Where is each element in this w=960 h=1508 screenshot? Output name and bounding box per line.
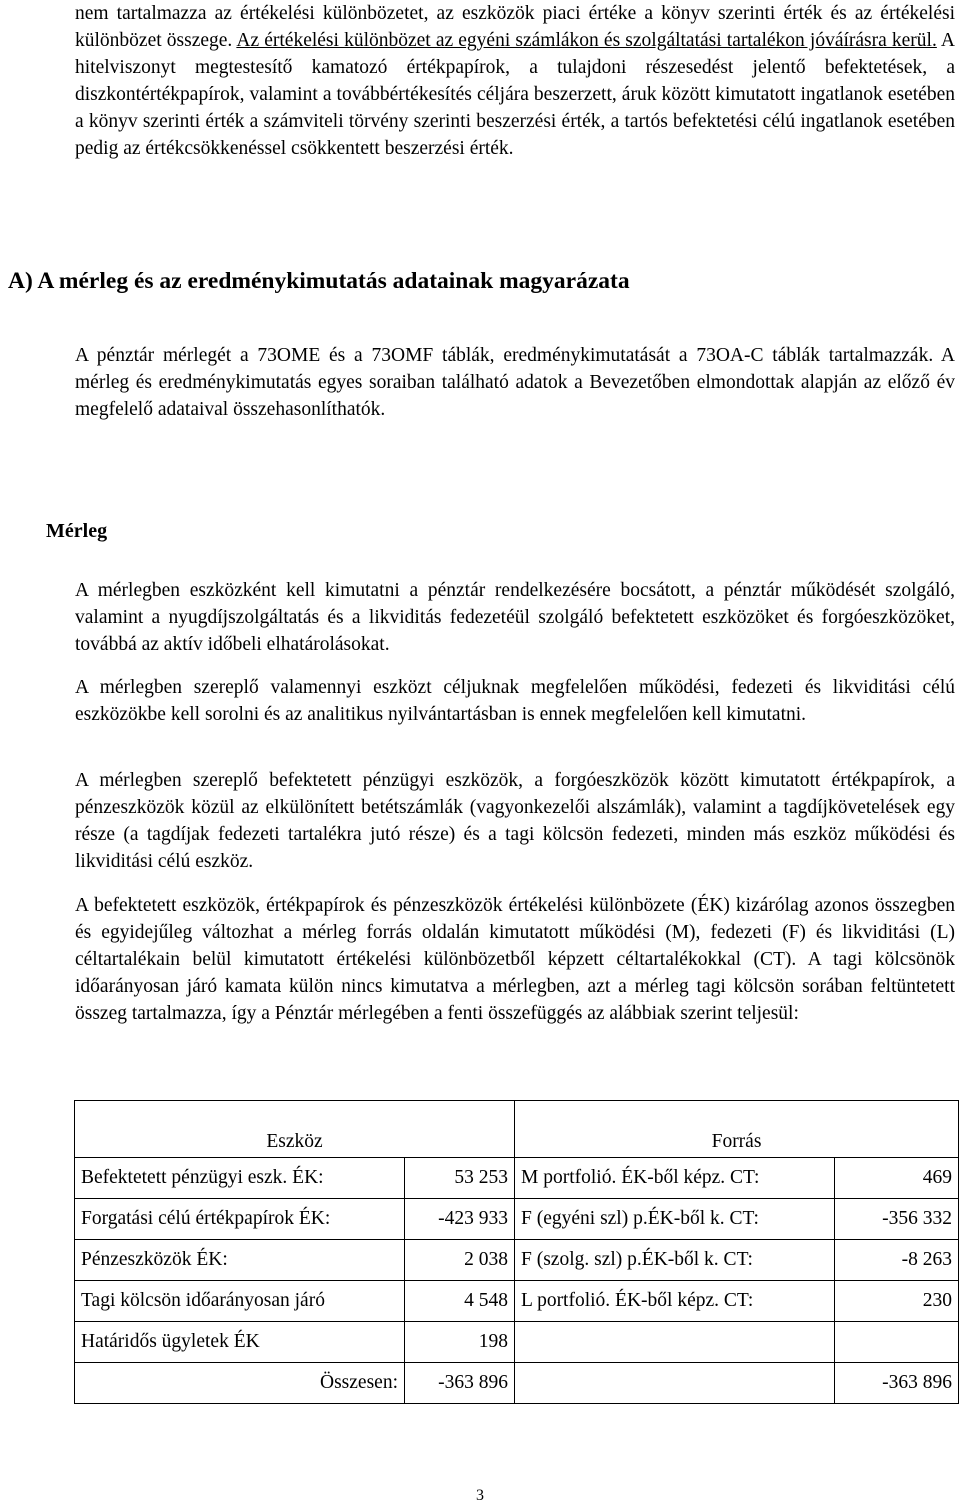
asset-label: Pénzeszközök ÉK:	[75, 1240, 405, 1281]
intro-text-2: A hitelviszonyt megtestesítő kamatozó értékpapírok, a tulajdoni részesedést jelentő befektetések, a diszkontértékpapírok, valamint a továbbértékesítés céljára beszerzett, áruk között kimutatott ingatlanok esetében a könyv szerinti érték a számviteli törvény szerinti beszerzési érték, a tartós befektetési célú ingatlanok esetében pedig az értékcsökkenéssel csökkentett beszerzési érték.	[75, 30, 955, 159]
table-row	[75, 1158, 959, 1199]
source-label: L portfolió. ÉK-ből képz. CT:	[515, 1281, 835, 1322]
table-row	[75, 1322, 959, 1363]
source-value	[835, 1322, 959, 1363]
asset-value: 198	[405, 1322, 515, 1363]
header-forras: Forrás	[515, 1101, 959, 1158]
source-value: 230	[835, 1281, 959, 1322]
asset-value: 53 253	[405, 1158, 515, 1199]
source-label	[515, 1322, 835, 1363]
total-forras: -363 896	[835, 1363, 959, 1404]
section-a-paragraph: A pénztár mérlegét a 73OME és a 73OMF táblák, eredménykimutatását a 73OA-C táblák tartalmazzák. A mérleg és eredménykimutatás egyes soraiban található adatok a Bevezetőben elmondottak alapján az előző év megfelelő adataival összehasonlíthatók.	[75, 345, 955, 420]
asset-label: Befektetett pénzügyi eszk. ÉK:	[75, 1158, 405, 1199]
total-empty-cell	[515, 1363, 835, 1404]
table-row	[75, 1281, 959, 1322]
source-label: F (egyéni szl) p.ÉK-ből k. CT:	[515, 1199, 835, 1240]
asset-label: Forgatási célú értékpapírok ÉK:	[75, 1199, 405, 1240]
asset-value: -423 933	[405, 1199, 515, 1240]
source-value: 469	[835, 1158, 959, 1199]
merleg-paragraph-1: A mérlegben eszközként kell kimutatni a pénztár rendelkezésére bocsátott, a pénztár működését szolgáló, valamint a nyugdíjszolgáltatás és a likviditás fedezetéül szolgáló befektetett eszközöket és forgóeszközöket, továbbá az aktív időbeli elhatárolásokat.	[75, 580, 955, 655]
total-eszkoz: -363 896	[405, 1363, 515, 1404]
total-label: Összesen:	[75, 1363, 405, 1404]
table-row	[75, 1199, 959, 1240]
table-header-row	[75, 1101, 959, 1158]
page-number: 3	[476, 1487, 484, 1504]
intro-paragraph	[75, 0, 955, 162]
merleg-heading: Mérleg	[46, 520, 108, 542]
source-label: M portfolió. ÉK-ből képz. CT:	[515, 1158, 835, 1199]
section-a-heading: A) A mérleg és az eredménykimutatás adatainak magyarázata	[8, 268, 630, 294]
asset-label: Tagi kölcsön időarányosan járó	[75, 1281, 405, 1322]
asset-value: 4 548	[405, 1281, 515, 1322]
header-eszkoz: Eszköz	[75, 1101, 515, 1158]
balance-table	[74, 1100, 959, 1404]
merleg-paragraph-4: A befektetett eszközök, értékpapírok és pénzeszközök értékelési különbözete (ÉK) kizárólag azonos összegben és egyidejűleg változhat a mérleg forrás oldalán kimutatott működési (M), fedezeti (F) és likviditási (L) céltartalékain belül kimutatott értékelési különbözetből képzett céltartalékokkal (CT). A tagi kölcsönök időarányosan járó kamata külön nincs kimutatva a mérlegben, azt a mérleg tagi kölcsön sorában feltüntetett összeg tartalmazza, így a Pénztár mérlegében a fenti összefüggés az alábbiak szerint teljesül:	[75, 895, 955, 1024]
asset-label: Határidős ügyletek ÉK	[75, 1322, 405, 1363]
merleg-paragraph-2: A mérlegben szereplő valamennyi eszközt céljuknak megfelelően működési, fedezeti és likviditási célú eszközökbe kell sorolni és az analitikus nyilvántartásban is ennek megfelelően kell kimutatni.	[75, 677, 955, 725]
table-row	[75, 1240, 959, 1281]
source-label: F (szolg. szl) p.ÉK-ből k. CT:	[515, 1240, 835, 1281]
source-value: -356 332	[835, 1199, 959, 1240]
merleg-paragraph-3: A mérlegben szereplő befektetett pénzügyi eszközök, a forgóeszközök között kimutatott értékpapírok, a pénzeszközök közül az elkülönített betétszámlák (vagyonkezelői alszámlák), valamint a tagdíjkövetelések egy része (a tagdíjak fedezeti tartalékra jutó része) és a tagi kölcsön fedezeti, minden más eszköz működési és likviditási célú eszköz.	[75, 770, 955, 872]
intro-underlined-text: Az értékelési különbözet az egyéni számlákon és szolgáltatási tartalékon jóváírásra kerül.	[236, 30, 937, 51]
asset-value: 2 038	[405, 1240, 515, 1281]
table-total-row	[75, 1363, 959, 1404]
intro-text-1: nem tartalmazza az értékelési különbözetet, az eszközök piaci értéke a könyv szerinti érték és az értékelési különbözet összege.	[75, 3, 955, 51]
source-value: -8 263	[835, 1240, 959, 1281]
